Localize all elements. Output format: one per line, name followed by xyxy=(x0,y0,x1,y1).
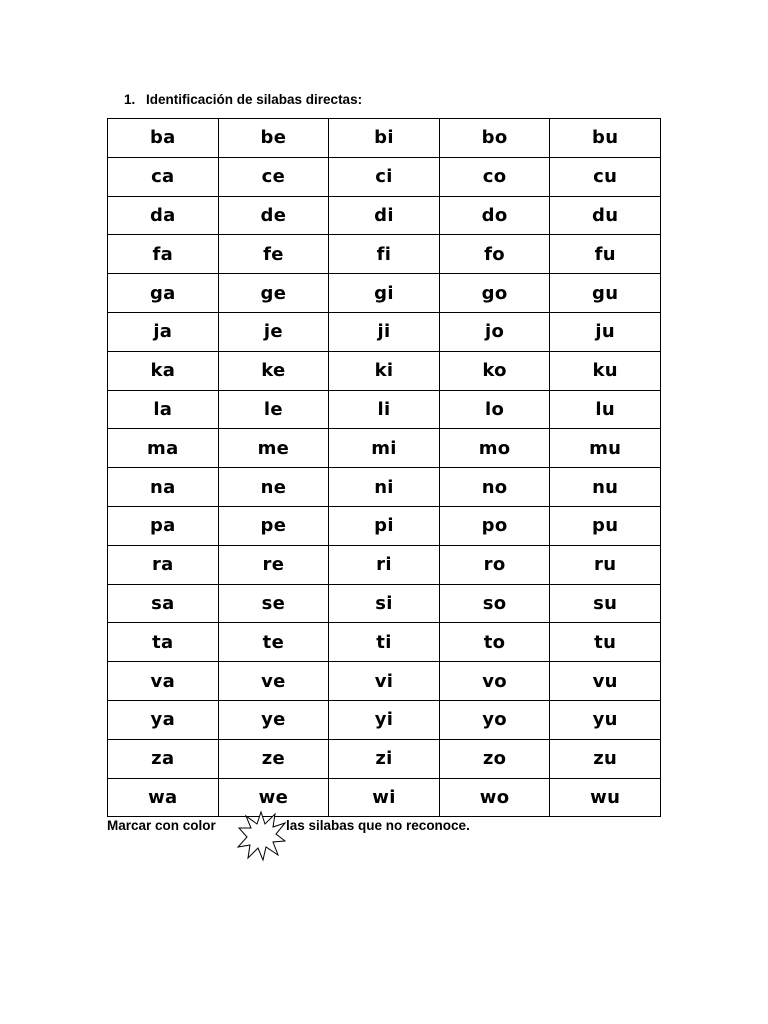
syllable-cell: ko xyxy=(439,351,550,390)
syllable-cell: su xyxy=(550,584,661,623)
syllable-cell: te xyxy=(218,623,329,662)
table-row xyxy=(108,351,661,390)
table-row xyxy=(108,429,661,468)
syllable-cell: ne xyxy=(218,468,329,507)
table-row xyxy=(108,623,661,662)
syllable-cell: be xyxy=(218,119,329,158)
syllable-cell: vi xyxy=(329,662,440,701)
syllable-cell: bu xyxy=(550,119,661,158)
syllable-cell: fe xyxy=(218,235,329,274)
syllable-cell: ke xyxy=(218,351,329,390)
table-row xyxy=(108,700,661,739)
syllable-cell: no xyxy=(439,468,550,507)
syllable-cell: zi xyxy=(329,739,440,778)
table-row xyxy=(108,274,661,313)
syllable-cell: vu xyxy=(550,662,661,701)
syllable-cell: yo xyxy=(439,700,550,739)
syllable-cell: fo xyxy=(439,235,550,274)
syllable-cell: ba xyxy=(108,119,219,158)
syllable-cell: ca xyxy=(108,157,219,196)
syllable-cell: ce xyxy=(218,157,329,196)
syllable-cell: yi xyxy=(329,700,440,739)
table-row xyxy=(108,778,661,817)
syllable-cell: la xyxy=(108,390,219,429)
syllable-cell: ri xyxy=(329,545,440,584)
syllable-cell: ge xyxy=(218,274,329,313)
exercise-title: Identificación de silabas directas: xyxy=(146,92,363,107)
syllable-cell: de xyxy=(218,196,329,235)
syllable-cell: ja xyxy=(108,312,219,351)
syllable-cell: ni xyxy=(329,468,440,507)
syllable-cell: ve xyxy=(218,662,329,701)
syllable-cell: wo xyxy=(439,778,550,817)
syllable-cell: yu xyxy=(550,700,661,739)
syllable-cell: fu xyxy=(550,235,661,274)
table-row xyxy=(108,506,661,545)
syllable-cell: ci xyxy=(329,157,440,196)
syllable-cell: ga xyxy=(108,274,219,313)
table-row xyxy=(108,196,661,235)
syllable-cell: na xyxy=(108,468,219,507)
syllable-cell: ku xyxy=(550,351,661,390)
syllable-cell: nu xyxy=(550,468,661,507)
table-row xyxy=(108,312,661,351)
syllable-cell: du xyxy=(550,196,661,235)
syllable-cell: cu xyxy=(550,157,661,196)
syllable-cell: pa xyxy=(108,506,219,545)
syllable-cell: co xyxy=(439,157,550,196)
syllable-cell: wa xyxy=(108,778,219,817)
syllable-cell: ji xyxy=(329,312,440,351)
syllable-cell: ra xyxy=(108,545,219,584)
syllable-cell: ma xyxy=(108,429,219,468)
syllable-cell: va xyxy=(108,662,219,701)
syllable-cell: ro xyxy=(439,545,550,584)
syllable-cell: do xyxy=(439,196,550,235)
syllable-cell: wi xyxy=(329,778,440,817)
syllable-cell: mo xyxy=(439,429,550,468)
syllable-cell: mu xyxy=(550,429,661,468)
syllable-cell: re xyxy=(218,545,329,584)
syllable-table-body xyxy=(108,119,661,817)
syllable-cell: ju xyxy=(550,312,661,351)
syllable-cell: vo xyxy=(439,662,550,701)
syllable-cell: ki xyxy=(329,351,440,390)
syllable-cell: je xyxy=(218,312,329,351)
syllable-cell: si xyxy=(329,584,440,623)
syllable-cell: li xyxy=(329,390,440,429)
table-row xyxy=(108,662,661,701)
syllable-cell: ya xyxy=(108,700,219,739)
instruction-text-start: Marcar con color xyxy=(107,818,216,833)
table-row xyxy=(108,545,661,584)
table-row xyxy=(108,584,661,623)
syllable-cell: ze xyxy=(218,739,329,778)
syllable-cell: ye xyxy=(218,700,329,739)
syllable-cell: gi xyxy=(329,274,440,313)
instruction-text-end: las silabas que no reconoce. xyxy=(286,818,470,833)
syllable-cell: pu xyxy=(550,506,661,545)
syllable-cell: me xyxy=(218,429,329,468)
syllable-cell: bo xyxy=(439,119,550,158)
syllable-cell: se xyxy=(218,584,329,623)
syllable-cell: lu xyxy=(550,390,661,429)
syllable-cell: go xyxy=(439,274,550,313)
syllable-cell: po xyxy=(439,506,550,545)
syllable-cell: sa xyxy=(108,584,219,623)
syllable-cell: ti xyxy=(329,623,440,662)
table-row xyxy=(108,468,661,507)
syllable-cell: ka xyxy=(108,351,219,390)
syllable-cell: zu xyxy=(550,739,661,778)
syllable-cell: pi xyxy=(329,506,440,545)
syllable-cell: di xyxy=(329,196,440,235)
syllable-cell: zo xyxy=(439,739,550,778)
exercise-number: 1. xyxy=(124,92,136,107)
syllable-cell: mi xyxy=(329,429,440,468)
syllable-cell: wu xyxy=(550,778,661,817)
syllable-cell: le xyxy=(218,390,329,429)
table-row xyxy=(108,235,661,274)
table-row xyxy=(108,157,661,196)
exercise-heading xyxy=(124,92,362,107)
syllable-cell: fa xyxy=(108,235,219,274)
syllable-cell: bi xyxy=(329,119,440,158)
syllable-cell: za xyxy=(108,739,219,778)
syllable-cell: ta xyxy=(108,623,219,662)
syllable-cell: jo xyxy=(439,312,550,351)
starburst-icon xyxy=(236,810,286,862)
syllable-table xyxy=(107,118,661,817)
syllable-cell: fi xyxy=(329,235,440,274)
table-row xyxy=(108,390,661,429)
table-row xyxy=(108,119,661,158)
syllable-cell: we xyxy=(218,778,329,817)
syllable-cell: da xyxy=(108,196,219,235)
syllable-cell: lo xyxy=(439,390,550,429)
syllable-cell: pe xyxy=(218,506,329,545)
table-row xyxy=(108,739,661,778)
syllable-cell: tu xyxy=(550,623,661,662)
syllable-cell: gu xyxy=(550,274,661,313)
syllable-cell: so xyxy=(439,584,550,623)
syllable-cell: to xyxy=(439,623,550,662)
syllable-cell: ru xyxy=(550,545,661,584)
